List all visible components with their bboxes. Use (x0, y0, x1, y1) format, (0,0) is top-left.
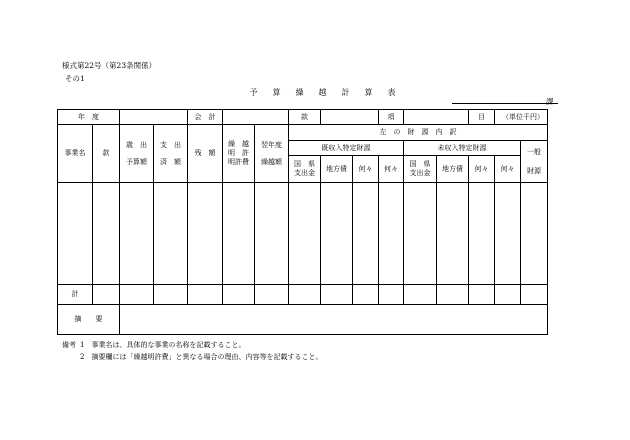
carryover-label: 繰 越 (228, 140, 249, 149)
carryover-table (57, 109, 548, 335)
section-value (321, 110, 379, 125)
notes-label: 備考 (62, 341, 76, 349)
table-row (58, 183, 548, 285)
national-pref-label: 国 県 (294, 160, 315, 169)
item-value (404, 110, 469, 125)
col-received-misc-2: 何々 (379, 156, 404, 183)
explicit-label: 明 許 (228, 149, 249, 158)
explicit-cost-label: 明許費 (228, 157, 249, 166)
general-source-label: 財源 (527, 166, 541, 175)
expenditure-label: 支 出 (160, 140, 181, 149)
next-year-label: 翌年度 (261, 140, 282, 149)
col-received-local-bond: 地方債 (321, 156, 353, 183)
carry-amount-label: 繰越額 (261, 157, 282, 166)
paid-amount-label: 済 額 (160, 157, 181, 166)
col-funding-breakdown: 左 の 財 源 内 訳 (289, 125, 548, 141)
total-label: 計 (58, 285, 93, 305)
account-label: 会 計 (188, 110, 223, 125)
col-general-funds (521, 141, 548, 183)
col-unreceived-specific: 未収入特定財源 (404, 141, 521, 156)
note-2: 2 摘要欄には「繰越明許費」と異なる場合の理由、内容等を記載すること。 (80, 353, 323, 361)
total-row (58, 285, 548, 305)
revenue-label: 歳 出 (126, 140, 147, 149)
document-title: 予算繰越計算表 (249, 88, 411, 97)
col-received-national (289, 156, 321, 183)
disbursement-label: 支出金 (409, 169, 431, 177)
department-suffix: 課 (546, 97, 554, 106)
summary-value (120, 305, 548, 335)
fiscal-year-label: 年 度 (58, 110, 120, 125)
summary-label: 摘 要 (58, 305, 120, 335)
col-unreceived-misc-2: 何々 (495, 156, 521, 183)
col-balance: 残 額 (188, 125, 223, 183)
general-label: 一般 (527, 147, 541, 156)
national-pref-label: 国 県 (409, 160, 431, 169)
account-value (223, 110, 289, 125)
col-received-misc-1: 何々 (353, 156, 379, 183)
col-kan: 款 (93, 125, 120, 183)
budget-amount-label: 予算額 (126, 157, 147, 166)
col-carryover-explicit (223, 125, 255, 183)
summary-row (58, 305, 548, 335)
subitem-label: 目 (469, 110, 495, 125)
item-label: 項 (379, 110, 404, 125)
department-blank-line (452, 103, 558, 104)
disbursement-label: 支出金 (294, 169, 315, 177)
unit-note: （単位千円） (495, 110, 548, 125)
col-received-specific: 既収入特定財源 (289, 141, 404, 156)
col-unreceived-local-bond: 地方債 (437, 156, 469, 183)
col-expenditure-paid (154, 125, 188, 183)
col-unreceived-misc-1: 何々 (469, 156, 495, 183)
col-next-year-carry (255, 125, 289, 183)
section-label: 款 (289, 110, 321, 125)
form-number: 様式第22号（第23条関係） (62, 61, 157, 70)
col-revenue-budget (120, 125, 154, 183)
part-number: その1 (65, 74, 85, 83)
col-project-name: 事業名 (58, 125, 93, 183)
fiscal-year-value (120, 110, 188, 125)
col-unreceived-national (404, 156, 437, 183)
note-1: 1 事業名は、具体的な事業の名称を記載すること。 (80, 341, 246, 349)
